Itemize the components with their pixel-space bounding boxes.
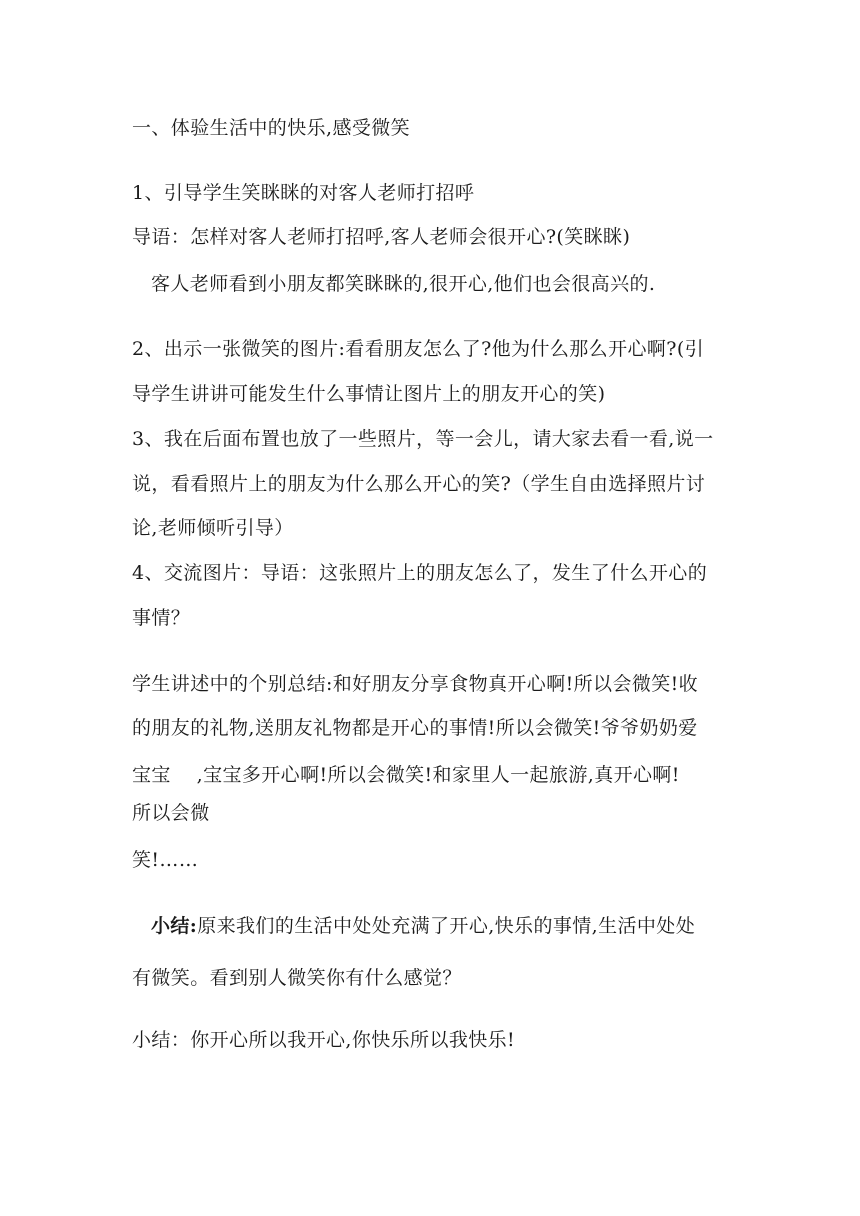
conclusion-1-text: 原来我们的生活中处处充满了开心,快乐的事情,生活中处处 bbox=[197, 915, 696, 937]
item-1-title: 1、引导学生笑眯眯的对客人老师打招呼 bbox=[132, 182, 475, 204]
item-3-line-2: 说，看看照片上的朋友为什么那么开心的笑?（学生自由选择照片讨 bbox=[132, 473, 706, 495]
summary-line-3: 宝宝 ,宝宝多开心啊!所以会微笑!和家里人一起旅游,真开心啊! bbox=[132, 764, 680, 786]
item-1-prompt: 导语：怎样对客人老师打招呼,客人老师会很开心?(笑眯眯) bbox=[132, 226, 631, 248]
item-4-line-1: 4、交流图片：导语：这张照片上的朋友怎么了，发生了什么开心的 bbox=[132, 562, 708, 584]
item-2-line-1: 2、出示一张微笑的图片:看看朋友怎么了?他为什么那么开心啊?(引 bbox=[132, 338, 705, 360]
conclusion-1-label: 小结: bbox=[151, 915, 198, 937]
item-3-line-1: 3、我在后面布置也放了一些照片，等一会儿，请大家去看一看,说一 bbox=[132, 428, 714, 450]
conclusion-2: 小结：你开心所以我开心,你快乐所以我快乐! bbox=[132, 1029, 516, 1051]
summary-line-1: 学生讲述中的个别总结:和好朋友分享食物真开心啊!所以会微笑!收 bbox=[132, 673, 699, 695]
section-title: 一、体验生活中的快乐,感受微笑 bbox=[132, 117, 411, 139]
conclusion-1-line-2: 有微笑。看到别人微笑你有什么感觉？ bbox=[132, 967, 462, 989]
conclusion-1-line-1 bbox=[151, 914, 695, 938]
item-4-line-2: 事情？ bbox=[132, 607, 191, 629]
summary-line-4: 所以会微 bbox=[132, 802, 210, 824]
item-2-line-2: 导学生讲讲可能发生什么事情让图片上的朋友开心的笑) bbox=[132, 383, 606, 405]
item-1-note: 客人老师看到小朋友都笑眯眯的,很开心,他们也会很高兴的. bbox=[151, 273, 656, 295]
item-3-line-3: 论,老师倾听引导） bbox=[132, 517, 294, 539]
summary-line-5: 笑!…… bbox=[132, 849, 199, 871]
summary-line-2: 的朋友的礼物,送朋友礼物都是开心的事情!所以会微笑!爷爷奶奶爱 bbox=[132, 717, 698, 739]
